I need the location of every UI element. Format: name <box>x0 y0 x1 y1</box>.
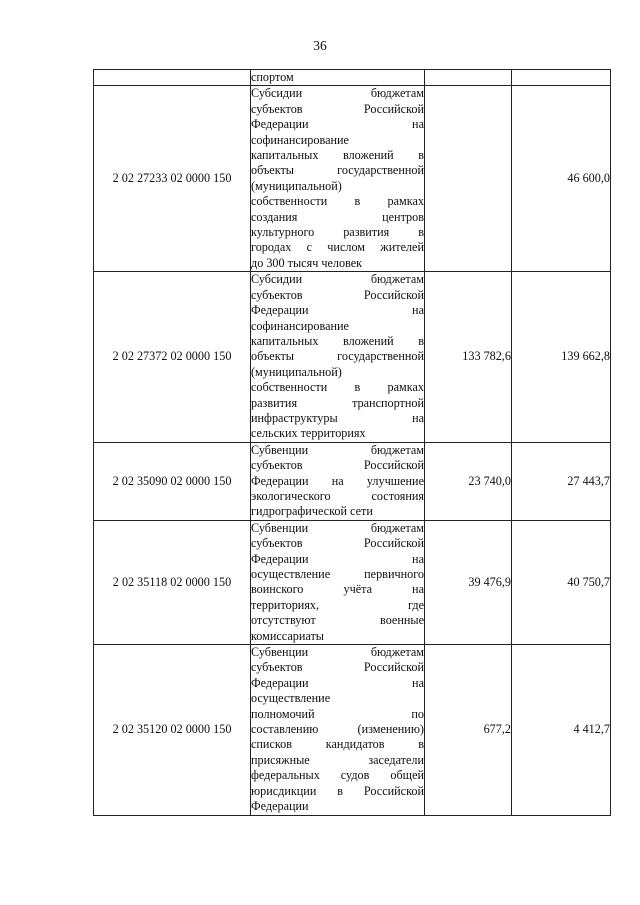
description-line: собственности в рамках <box>251 380 424 395</box>
description-line: Федерации на <box>251 303 424 318</box>
amount-cell-1 <box>425 70 512 86</box>
description-line: культурного развития в <box>251 225 424 240</box>
budget-code-cell <box>94 70 251 86</box>
description-cell <box>251 520 425 644</box>
description-line: Федерации на улучшение <box>251 473 424 488</box>
description-line: комиссариаты <box>251 628 324 643</box>
description-line: (муниципальной) <box>251 364 342 379</box>
table-row <box>94 520 611 644</box>
description-line: создания центров <box>251 209 424 224</box>
description-line: Субвенции бюджетам <box>251 520 424 535</box>
description-cell <box>251 645 425 815</box>
description-line: гидрографической сети <box>251 504 373 519</box>
description-line: осуществление <box>251 691 331 706</box>
description-line: экологического состояния <box>251 488 424 503</box>
description-line: воинского учёта на <box>251 582 424 597</box>
table-row <box>94 70 611 86</box>
budget-code-cell: 2 02 35120 02 0000 150 <box>94 645 251 815</box>
description-line: списков кандидатов в <box>251 737 424 752</box>
amount-cell-2 <box>512 70 611 86</box>
description-line: субъектов Российской <box>251 660 424 675</box>
amount-cell-1: 133 782,6 <box>425 272 512 442</box>
description-line: капитальных вложений в <box>251 333 424 348</box>
description-line: Федерации на <box>251 117 424 132</box>
description-line: Субсидии бюджетам <box>251 272 424 287</box>
description-line: капитальных вложений в <box>251 148 424 163</box>
description-line: Субсидии бюджетам <box>251 86 424 101</box>
budget-revenue-table <box>93 69 611 816</box>
description-line: территориях, где <box>251 597 424 612</box>
description-line: объекты государственной <box>251 163 424 178</box>
table-row <box>94 442 611 520</box>
description-line: субъектов Российской <box>251 536 424 551</box>
description-line: собственности в рамках <box>251 194 424 209</box>
amount-cell-1 <box>425 86 512 272</box>
description-line: Федерации на <box>251 551 424 566</box>
description-line: осуществление первичного <box>251 567 424 581</box>
description-line: составлению (изменению) <box>251 722 424 737</box>
budget-code-cell: 2 02 35090 02 0000 150 <box>94 442 251 520</box>
table-row <box>94 272 611 442</box>
amount-cell-2: 4 412,7 <box>512 645 611 815</box>
description-line: городах с числом жителей <box>251 240 424 255</box>
amount-cell-2: 40 750,7 <box>512 520 611 644</box>
budget-code-cell: 2 02 27372 02 0000 150 <box>94 272 251 442</box>
description-line: субъектов Российской <box>251 458 424 473</box>
amount-cell-1: 677,2 <box>425 645 512 815</box>
amount-cell-2: 46 600,0 <box>512 86 611 272</box>
description-line: федеральных судов общей <box>251 768 424 783</box>
description-line: инфраструктуры на <box>251 410 424 425</box>
description-line: софинансирование <box>251 318 349 333</box>
description-line: (муниципальной) <box>251 178 342 193</box>
description-line: субъектов Российской <box>251 287 424 302</box>
description-line: юрисдикции в Российской <box>251 783 424 798</box>
description-line: развития транспортной <box>251 395 424 410</box>
budget-code-cell: 2 02 27233 02 0000 150 <box>94 86 251 272</box>
description-line: полномочий по <box>251 706 424 721</box>
description-line: объекты государственной <box>251 349 424 364</box>
amount-cell-1: 23 740,0 <box>425 442 512 520</box>
table-row <box>94 645 611 815</box>
description-line: субъектов Российской <box>251 101 424 116</box>
description-line: до 300 тысяч человек <box>251 255 363 270</box>
description-cell <box>251 272 425 442</box>
description-line: Федерации на <box>251 675 424 690</box>
description-line: Субвенции бюджетам <box>251 645 424 660</box>
description-line: Субвенции бюджетам <box>251 442 424 457</box>
description-line: присяжные заседатели <box>251 752 424 767</box>
description-line: софинансирование <box>251 132 349 147</box>
page-number: 36 <box>313 38 327 53</box>
description-cell <box>251 70 425 86</box>
description-line: спортом <box>251 70 294 84</box>
description-line: Федерации <box>251 799 309 814</box>
amount-cell-2: 27 443,7 <box>512 442 611 520</box>
description-line: сельских территориях <box>251 426 366 441</box>
budget-code-cell: 2 02 35118 02 0000 150 <box>94 520 251 644</box>
description-cell <box>251 442 425 520</box>
description-line: отсутствуют военные <box>251 613 424 628</box>
description-cell <box>251 86 425 272</box>
amount-cell-2: 139 662,8 <box>512 272 611 442</box>
table-row <box>94 86 611 272</box>
amount-cell-1: 39 476,9 <box>425 520 512 644</box>
